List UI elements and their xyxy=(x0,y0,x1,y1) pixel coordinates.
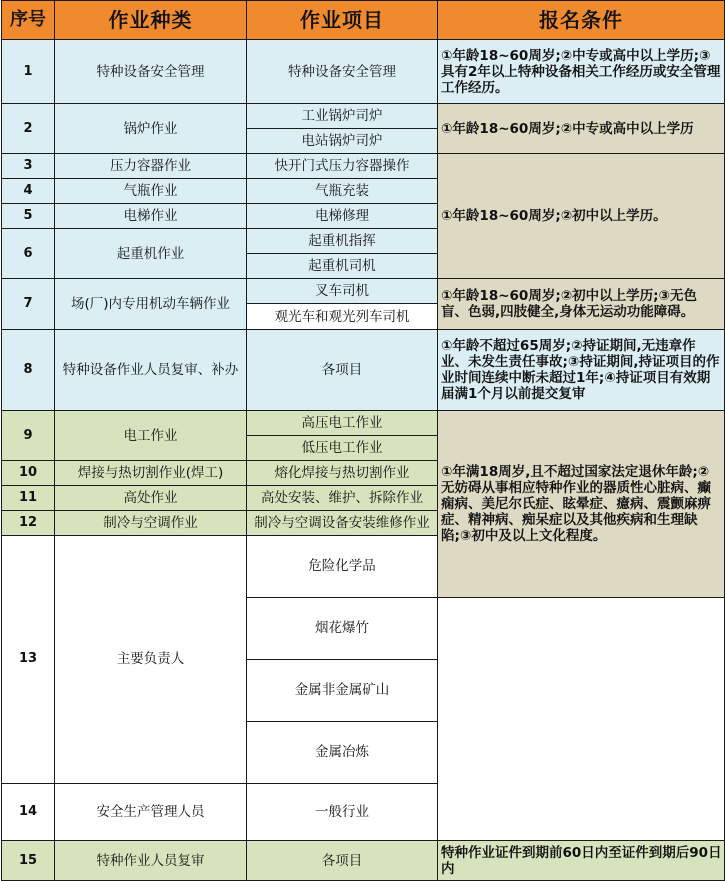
table-row xyxy=(2,841,725,881)
row-number: 12 xyxy=(2,511,55,536)
row-item: 快开门式压力容器操作 xyxy=(247,154,438,179)
row-item: 各项目 xyxy=(247,330,438,411)
row-category: 高处作业 xyxy=(55,486,247,511)
table-row xyxy=(2,783,725,840)
row-item: 观光车和观光列车司机 xyxy=(247,304,438,330)
row-category: 安全生产管理人员 xyxy=(55,783,247,840)
row-number: 9 xyxy=(2,411,55,461)
header-item: 作业项目 xyxy=(247,1,438,40)
row-conditions xyxy=(438,841,725,881)
conditions-text: ①年龄18~60周岁;②初中以上学历;③无色盲、色弱,四肢健全,身体无运动功能障碍。 xyxy=(441,288,697,320)
conditions-text: ①年龄不超过65周岁;②持证期间,无违章作业、未发生责任事故;③持证期间,持证项目的作业时间连续中断未超过1年;④持证项目有效期届满1个月以前提交复审 xyxy=(441,338,720,402)
row-number: 7 xyxy=(2,279,55,330)
row-item: 起重机司机 xyxy=(247,254,438,279)
row-conditions xyxy=(438,411,725,598)
row-item: 危险化学品 xyxy=(247,536,438,598)
table-row xyxy=(2,40,725,104)
row-item: 一般行业 xyxy=(247,783,438,840)
conditions-text: ①年龄18~60周岁;②初中以上学历。 xyxy=(441,208,667,224)
row-item: 高压电工作业 xyxy=(247,411,438,436)
row-item: 金属冶炼 xyxy=(247,721,438,783)
row-item: 工业锅炉司炉 xyxy=(247,104,438,129)
row-conditions xyxy=(438,330,725,411)
requirements-table xyxy=(1,0,725,881)
table-row xyxy=(2,330,725,411)
row-category: 气瓶作业 xyxy=(55,179,247,204)
header-no: 序号 xyxy=(2,1,55,40)
header-row xyxy=(2,1,725,40)
row-category: 起重机作业 xyxy=(55,229,247,279)
row-item: 熔化焊接与热切割作业 xyxy=(247,461,438,486)
row-category: 特种作业人员复审 xyxy=(55,841,247,881)
row-number: 10 xyxy=(2,461,55,486)
row-number: 2 xyxy=(2,104,55,154)
row-number: 5 xyxy=(2,204,55,229)
row-number: 6 xyxy=(2,229,55,279)
row-number: 3 xyxy=(2,154,55,179)
row-number: 8 xyxy=(2,330,55,411)
row-conditions xyxy=(438,154,725,279)
row-item: 各项目 xyxy=(247,841,438,881)
conditions-text: ①年满18周岁,且不超过国家法定退休年龄;②无妨碍从事相应特种作业的器质性心脏病、癫痫病、美尼尔氏症、眩晕症、癔病、震颤麻痹症、精神病、痴呆症以及其他疾病和生理缺陷;③初中及以上文化程度。 xyxy=(441,463,711,544)
table-row xyxy=(2,411,725,436)
conditions-text: ①年龄18~60周岁;②中专或高中以上学历 xyxy=(441,120,694,137)
row-item: 低压电工作业 xyxy=(247,436,438,461)
row-item: 电站锅炉司炉 xyxy=(247,129,438,154)
row-category: 场(厂)内专用机动车辆作业 xyxy=(55,279,247,330)
row-number: 11 xyxy=(2,486,55,511)
row-number: 13 xyxy=(2,536,55,784)
row-category: 主要负责人 xyxy=(55,536,247,784)
conditions-text: 特种作业证件到期前60日内至证件到期后90日内 xyxy=(441,844,722,877)
row-conditions xyxy=(438,40,725,104)
table-row xyxy=(2,104,725,129)
row-item: 高处安装、维护、拆除作业 xyxy=(247,486,438,511)
row-item: 起重机指挥 xyxy=(247,229,438,254)
row-number: 4 xyxy=(2,179,55,204)
header-conditions: 报名条件 xyxy=(438,1,725,40)
row-category: 特种设备安全管理 xyxy=(55,40,247,104)
row-number: 14 xyxy=(2,783,55,840)
row-item: 气瓶充装 xyxy=(247,179,438,204)
row-item: 烟花爆竹 xyxy=(247,597,438,659)
header-category: 作业种类 xyxy=(55,1,247,40)
row-category: 电梯作业 xyxy=(55,204,247,229)
table-row xyxy=(2,154,725,179)
row-item: 特种设备安全管理 xyxy=(247,40,438,104)
row-conditions xyxy=(438,279,725,330)
row-category: 压力容器作业 xyxy=(55,154,247,179)
row-item: 金属非金属矿山 xyxy=(247,659,438,721)
conditions-text: ①年龄18~60周岁;②中专或高中以上学历;③具有2年以上特种设备相关工作经历或安全管理工作经历。 xyxy=(441,47,721,96)
row-category: 焊接与热切割作业(焊工) xyxy=(55,461,247,486)
row-item: 制冷与空调设备安装维修作业 xyxy=(247,511,438,536)
row-category: 制冷与空调作业 xyxy=(55,511,247,536)
row-category: 锅炉作业 xyxy=(55,104,247,154)
row-conditions xyxy=(438,104,725,154)
row-category: 特种设备作业人员复审、补办 xyxy=(55,330,247,411)
row-item: 电梯修理 xyxy=(247,204,438,229)
table-row xyxy=(2,279,725,304)
row-item: 叉车司机 xyxy=(247,279,438,304)
row-number: 1 xyxy=(2,40,55,104)
row-category: 电工作业 xyxy=(55,411,247,461)
row-number: 15 xyxy=(2,841,55,881)
